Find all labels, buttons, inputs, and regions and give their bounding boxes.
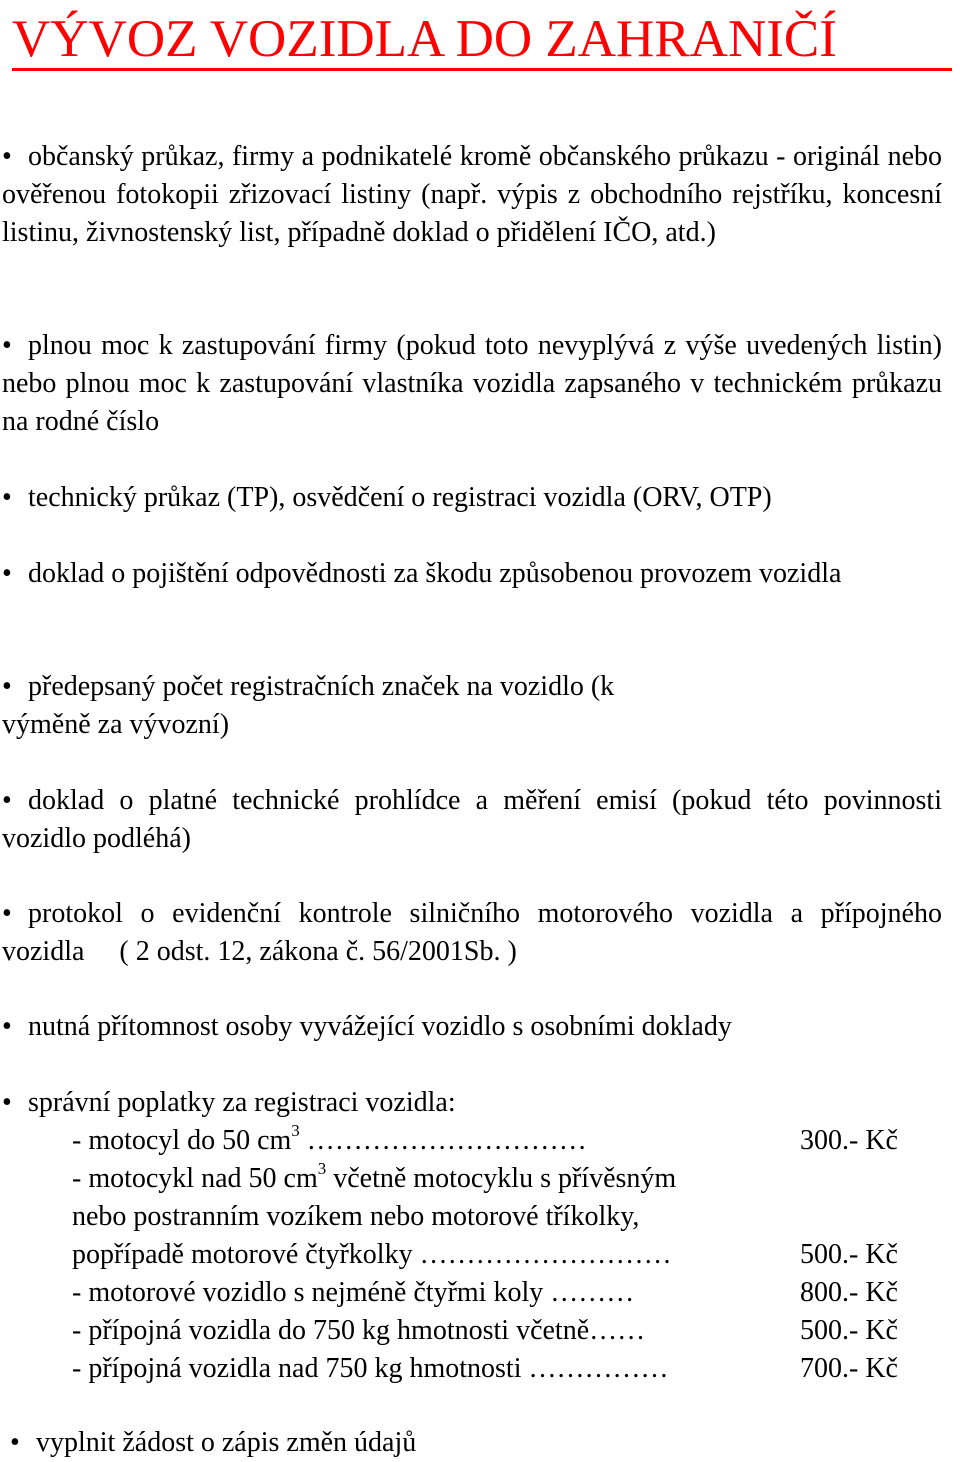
fee-price: 500.- Kč [800,1315,898,1346]
fees-heading [0,1084,940,1122]
list-item-text: předepsaný počet registračních značek na vozidlo (k výměně za vývozní) [2,671,615,740]
list-item [2,479,942,517]
list-item-text: nutná přítomnost osoby vyvážející vozidlo s osobními doklady [28,1011,732,1042]
fee-dots: ……………………… [412,1239,672,1270]
fee-desc-continuation: včetně motocyklu s přívěsným [326,1163,677,1194]
fee-description [72,1236,672,1274]
fee-description [72,1274,634,1312]
list-item [2,555,942,593]
fee-row [0,1236,940,1274]
bullet-icon: • [2,785,12,816]
fee-row [0,1350,940,1388]
fee-row [0,1274,940,1312]
superscript: 3 [317,1158,327,1178]
fee-dots: ……… [543,1277,635,1308]
fee-dots: …………… [521,1353,669,1384]
bullet-icon: • [2,482,12,513]
fee-dots: ………………………… [299,1125,587,1156]
fee-price: 800.- Kč [800,1277,898,1308]
bullet-icon: • [2,1011,12,1042]
final-item [10,1424,416,1462]
bullet-icon: • [2,898,12,929]
list-item-text: občanský průkaz, firmy a podnikatelé kromě občanského průkazu - originál nebo ověřenou fotokopii zřizovací listiny (např. výpis z obchodního rejstříku, koncesní listinu, živnostenský list, případně doklad o přidělení IČO, atd.) [2,141,942,248]
list-item [2,895,949,971]
list-item [2,138,942,252]
list-item [2,1008,942,1046]
bullet-icon: • [10,1427,20,1458]
page-title: VÝVOZ VOZIDLA DO ZAHRANIČÍ [12,10,837,68]
superscript: 3 [291,1120,300,1140]
title-block [12,8,952,71]
fee-desc-text: - motocyl do 50 cm [72,1125,292,1156]
fee-desc-text: - motorové vozidlo s nejméně čtyřmi koly [72,1277,544,1308]
bullet-icon: • [2,558,12,589]
fee-price: 500.- Kč [800,1239,898,1270]
list-item-text: technický průkaz (TP), osvědčení o registraci vozidla (ORV, OTP) [28,482,772,513]
fee-description [72,1312,645,1350]
bullet-icon: • [2,141,12,172]
bullet-icon: • [2,330,12,361]
fee-price: 700.- Kč [800,1353,898,1384]
fee-row [0,1122,940,1160]
bullet-icon: • [2,1087,12,1118]
bullet-icon: • [2,671,12,702]
fee-row [0,1312,940,1350]
fee-row [0,1160,940,1198]
fee-desc-text: - motocykl nad 50 cm [72,1163,318,1194]
list-item [2,327,942,441]
list-item-text: plnou moc k zastupování firmy (pokud toto nevyplývá z výše uvedených listin) nebo plnou moc k zastupování vlastníka vozidla zapsaného v technickém průkazu na rodné číslo [2,330,942,437]
fees-heading-text: správní poplatky za registraci vozidla: [28,1087,456,1118]
list-item [2,782,942,858]
list-item-text: doklad o pojištění odpovědnosti za škodu způsobenou provozem vozidla [28,558,842,589]
list-item [2,668,702,744]
fee-price: 300.- Kč [800,1125,898,1156]
list-item-text: doklad o platné technické prohlídce a měření emisí (pokud této povinnosti vozidlo podléhá) [2,785,942,854]
fee-description [72,1350,669,1388]
final-item-text: vyplnit žádost o zápis změn údajů [36,1427,417,1458]
list-item-text: protokol o evidenční kontrole silničního motorového vozidla a přípojného vozidla ( 2 odst. 12, zákona č. 56/2001Sb. ) [2,898,949,967]
fee-desc-text: - přípojná vozidla do 750 kg hmotnosti včetně [72,1315,590,1346]
fees-section [0,1084,940,1388]
fee-desc-text: popřípadě motorové čtyřkolky [72,1239,413,1270]
fee-row [0,1198,940,1236]
fee-description [72,1122,587,1160]
fee-dots: …… [589,1315,646,1346]
fee-desc-text: - přípojná vozidla nad 750 kg hmotnosti [72,1353,522,1384]
fee-description: nebo postranním vozíkem nebo motorové tříkolky, [72,1201,640,1232]
fee-description [72,1160,676,1198]
